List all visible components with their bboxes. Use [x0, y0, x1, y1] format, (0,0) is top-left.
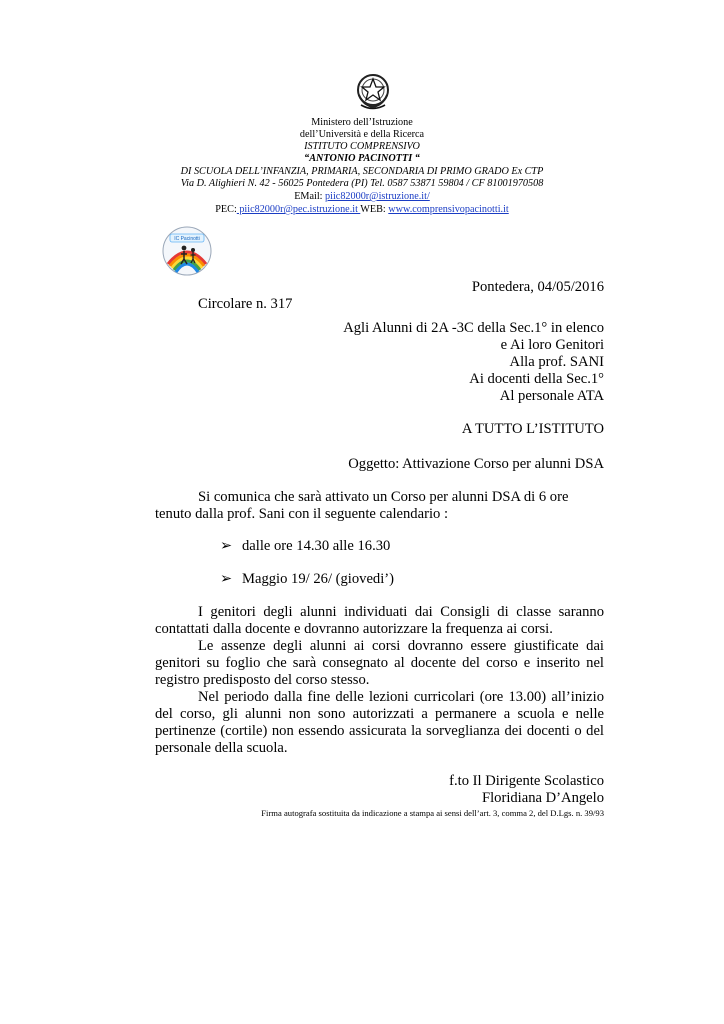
recipient-line: Ai docenti della Sec.1° — [469, 371, 604, 387]
signature-name: Floridiana D’Angelo — [482, 790, 604, 806]
email-label: EMail: — [294, 191, 326, 202]
list-item-text: Maggio 19/ 26/ (giovedi’) — [242, 571, 394, 587]
website-link[interactable]: www.comprensivopacinotti.it — [388, 204, 509, 215]
ministry-name-continued: dell’Università e della Ricerca — [299, 129, 425, 140]
paragraph: I genitori degli alunni individuati dai Consigli di classe saranno contattati dalla docente e dovranno autorizzare la frequenza ai corsi. — [155, 604, 604, 637]
italian-republic-emblem — [353, 71, 393, 113]
recipient-line: Agli Alunni di 2A -3C della Sec.1° in elenco — [343, 320, 604, 336]
school-logo — [162, 226, 212, 276]
circular-number: Circolare n. 317 — [198, 296, 293, 312]
list-item — [220, 571, 394, 588]
arrow-bullet-icon: ➢ — [220, 538, 233, 554]
email-line — [0, 191, 724, 203]
paragraph: Nel periodo dalla fine delle lezioni curricolari (ore 13.00) all’inizio del corso, gli alunni non sono autorizzati a permanere a scuola e nelle pertinenze (cortile) non essendo assicurata la sorveglianza dei docenti o del personale della scuola. — [155, 689, 604, 756]
recipient-line: Al personale ATA — [499, 388, 604, 404]
institute-type: ISTITUTO COMPRENSIVO — [304, 141, 420, 152]
email-link[interactable]: piic82000r@istruzione.it/ — [325, 191, 430, 202]
list-item — [220, 538, 390, 555]
ministry-name: Ministero dell’Istruzione — [311, 117, 413, 128]
institute-address: Via D. Alighieri N. 42 - 56025 Pontedera (PI) Tel. 0587 53871 59804 / CF 81001970508 — [180, 178, 544, 189]
intro-line-1: Si comunica che sarà attivato un Corso per alunni DSA di 6 ore — [198, 489, 569, 505]
pec-web-line — [0, 204, 724, 216]
recipient-line: e Ai loro Genitori — [500, 337, 604, 353]
institute-name: “ANTONIO PACINOTTI “ — [304, 153, 420, 164]
pec-label: PEC: — [215, 204, 237, 215]
intro-line-2: tenuto dalla prof. Sani con il seguente calendario : — [155, 506, 448, 522]
signature-note: Firma autografa sostituita da indicazione a stampa ai sensi dell’art. 3, comma 2, del D.Lgs. n. 39/93 — [261, 808, 604, 818]
subject-line: Oggetto: Attivazione Corso per alunni DSA — [348, 456, 604, 472]
recipient-line: Alla prof. SANI — [509, 354, 604, 370]
logo-text: IC Pacinotti — [174, 236, 200, 242]
arrow-bullet-icon: ➢ — [220, 571, 233, 587]
pec-link[interactable]: piic82000r@pec.istruzione.it — [236, 204, 361, 215]
institute-levels: DI SCUOLA DELL’INFANZIA, PRIMARIA, SECONDARIA DI PRIMO GRADO Ex CTP — [180, 166, 544, 177]
paragraph: Le assenze degli alunni ai corsi dovranno essere giustificate dai genitori su foglio che sarà consegnato al docente del corso e inserito nel registro predisposto del corso stesso. — [155, 638, 604, 688]
place-date: Pontedera, 04/05/2016 — [471, 279, 604, 295]
to-all-institute: A TUTTO L’ISTITUTO — [461, 421, 604, 437]
signature-title: f.to Il Dirigente Scolastico — [449, 773, 604, 789]
list-item-text: dalle ore 14.30 alle 16.30 — [242, 538, 391, 554]
web-label: WEB: — [360, 204, 389, 215]
